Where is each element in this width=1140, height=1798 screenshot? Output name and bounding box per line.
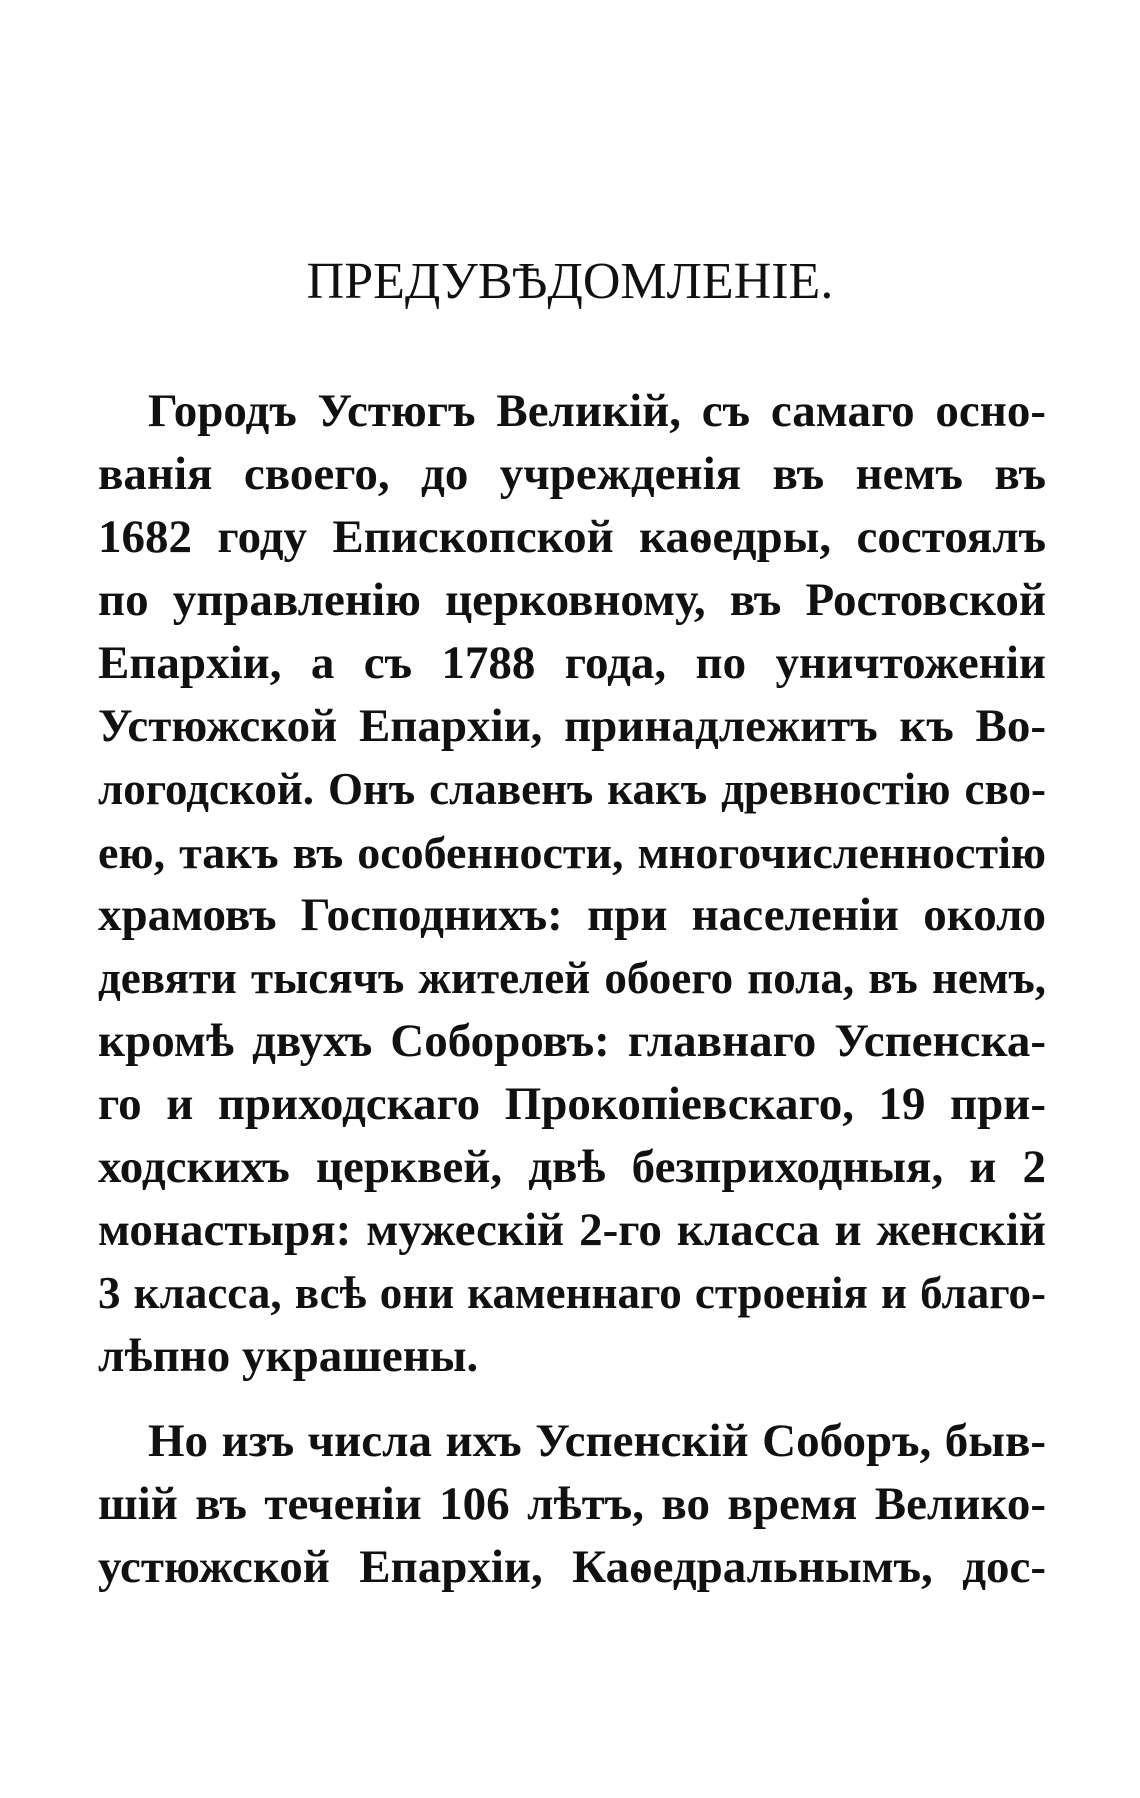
text-line: храмовъ Господнихъ: при населеніи около	[98, 889, 1046, 941]
text-line: логодской. Онъ славенъ какъ древностію сво-	[98, 764, 1046, 814]
text-line: монастыря: мужескій 2-го класса и женскій	[98, 1204, 1046, 1256]
text-line: девяти тысячъ жителей обоего пола, въ немъ,	[98, 953, 1046, 1003]
text-line: Городъ Устюгъ Великій, съ самаго осно-	[148, 385, 1046, 437]
text-line: 3 класса, всѣ они каменнаго строенія и благо-	[98, 1268, 1046, 1318]
text-line: Епархіи, а съ 1788 года, по уничтоженіи	[98, 637, 1046, 689]
text-line: лѣпно украшены.	[98, 1330, 479, 1382]
text-line: ванія своего, до учрежденія въ немъ въ	[98, 448, 1046, 500]
paragraph-2	[98, 1410, 1046, 1599]
text-line: Но изъ числа ихъ Успенскій Соборъ, быв-	[148, 1415, 1046, 1467]
text-line: ходскихъ церквей, двѣ безприходныя, и 2	[98, 1141, 1046, 1193]
text-line: устюжской Епархіи, Каѳедральнымъ, дос-	[98, 1541, 1046, 1593]
paragraph-gap	[98, 1388, 1046, 1410]
text-line: 1682 году Епископской каѳедры, состоялъ	[98, 511, 1046, 563]
page-title: ПРЕДУВѢДОМЛЕНІЕ.	[306, 253, 834, 310]
text-line: по управленію церковному, въ Ростовской	[98, 574, 1046, 626]
text-line: го и приходскаго Прокопіевскаго, 19 при-	[98, 1078, 1046, 1130]
text-line: шій въ теченіи 106 лѣтъ, во время Велико-	[98, 1478, 1046, 1530]
text-line: ею, такъ въ особенности, многочисленностію	[98, 827, 1046, 878]
text-line: кромѣ двухъ Соборовъ: главнаго Успенска-	[98, 1015, 1046, 1067]
text-line: Устюжской Епархіи, принадлежитъ къ Во-	[98, 700, 1046, 752]
body-text	[98, 380, 1046, 1599]
paragraph-1	[98, 380, 1046, 1388]
